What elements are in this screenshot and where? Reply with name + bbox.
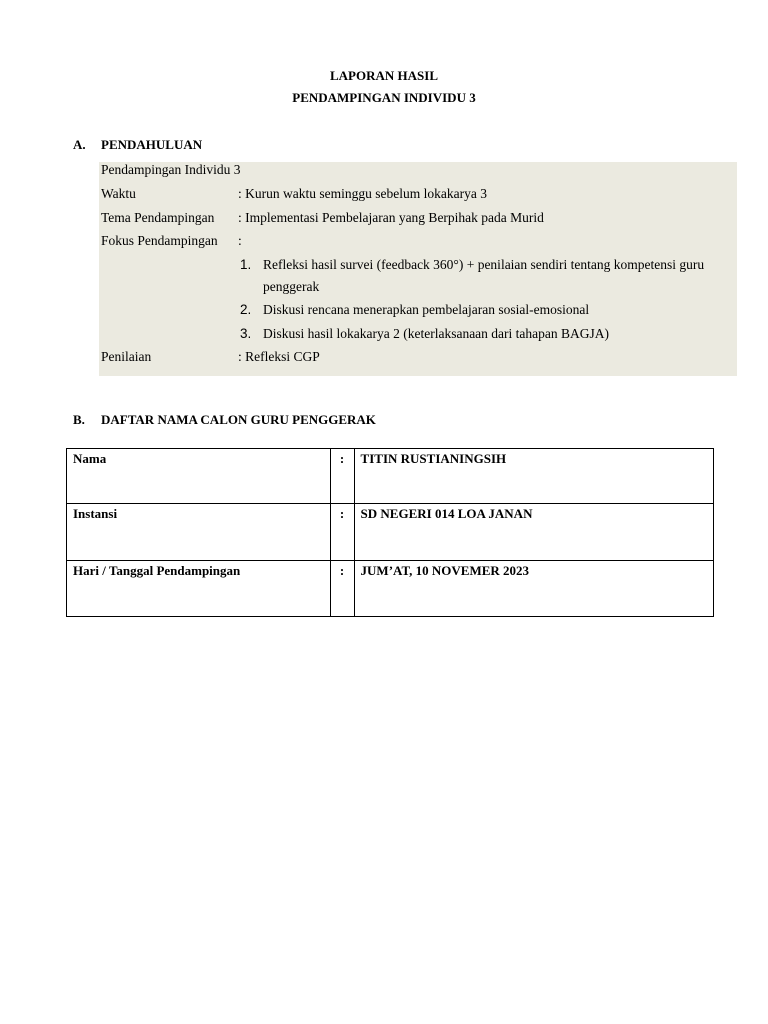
intro-title: Pendampingan Individu 3	[101, 162, 241, 177]
fokus-item-3-text: Diskusi hasil lokakarya 2 (keterlaksanaan dari tahapan BAGJA)	[263, 326, 610, 341]
fokus-item-1-text: Refleksi hasil survei (feedback 360°) + penilaian sendiri tentang kompetensi guru	[263, 257, 705, 272]
fokus-item-3-number: 3.	[240, 326, 252, 341]
section-a-letter: A.	[73, 137, 86, 152]
fokus-item-2-text: Diskusi rencana menerapkan pembelajaran sosial-emosional	[263, 302, 590, 317]
fokus-value: :	[238, 233, 242, 248]
penilaian-label: Penilaian	[101, 349, 152, 364]
instansi-label: Instansi	[67, 504, 331, 561]
waktu-value: : Kurun waktu seminggu sebelum lokakarya 3	[238, 186, 487, 201]
tema-label: Tema Pendampingan	[101, 210, 215, 225]
section-b-title: DAFTAR NAMA CALON GURU PENGGERAK	[101, 412, 376, 427]
cgp-table	[66, 448, 714, 617]
table-row	[67, 504, 714, 561]
section-b-letter: B.	[73, 412, 85, 427]
report-title-line1: LAPORAN HASIL	[330, 68, 438, 83]
fokus-item-2-number: 2.	[240, 302, 252, 317]
fokus-item-1-text-cont: penggerak	[263, 279, 320, 294]
nama-label: Nama	[67, 449, 331, 504]
instansi-value: SD NEGERI 014 LOA JANAN	[354, 504, 713, 561]
tanggal-value: JUM’AT, 10 NOVEMER 2023	[354, 561, 713, 617]
fokus-item-1-number: 1.	[240, 257, 252, 272]
nama-value: TITIN RUSTIANINGSIH	[354, 449, 713, 504]
penilaian-value: : Refleksi CGP	[238, 349, 320, 364]
nama-colon: :	[330, 449, 354, 504]
instansi-colon: :	[330, 504, 354, 561]
table-row	[67, 449, 714, 504]
waktu-label: Waktu	[101, 186, 136, 201]
section-a-title: PENDAHULUAN	[101, 137, 203, 152]
report-title-line2: PENDAMPINGAN INDIVIDU 3	[292, 90, 476, 105]
tanggal-colon: :	[330, 561, 354, 617]
tema-value: : Implementasi Pembelajaran yang Berpihak pada Murid	[238, 210, 544, 225]
fokus-label: Fokus Pendampingan	[101, 233, 218, 248]
tanggal-label: Hari / Tanggal Pendampingan	[67, 561, 331, 617]
table-row	[67, 561, 714, 617]
